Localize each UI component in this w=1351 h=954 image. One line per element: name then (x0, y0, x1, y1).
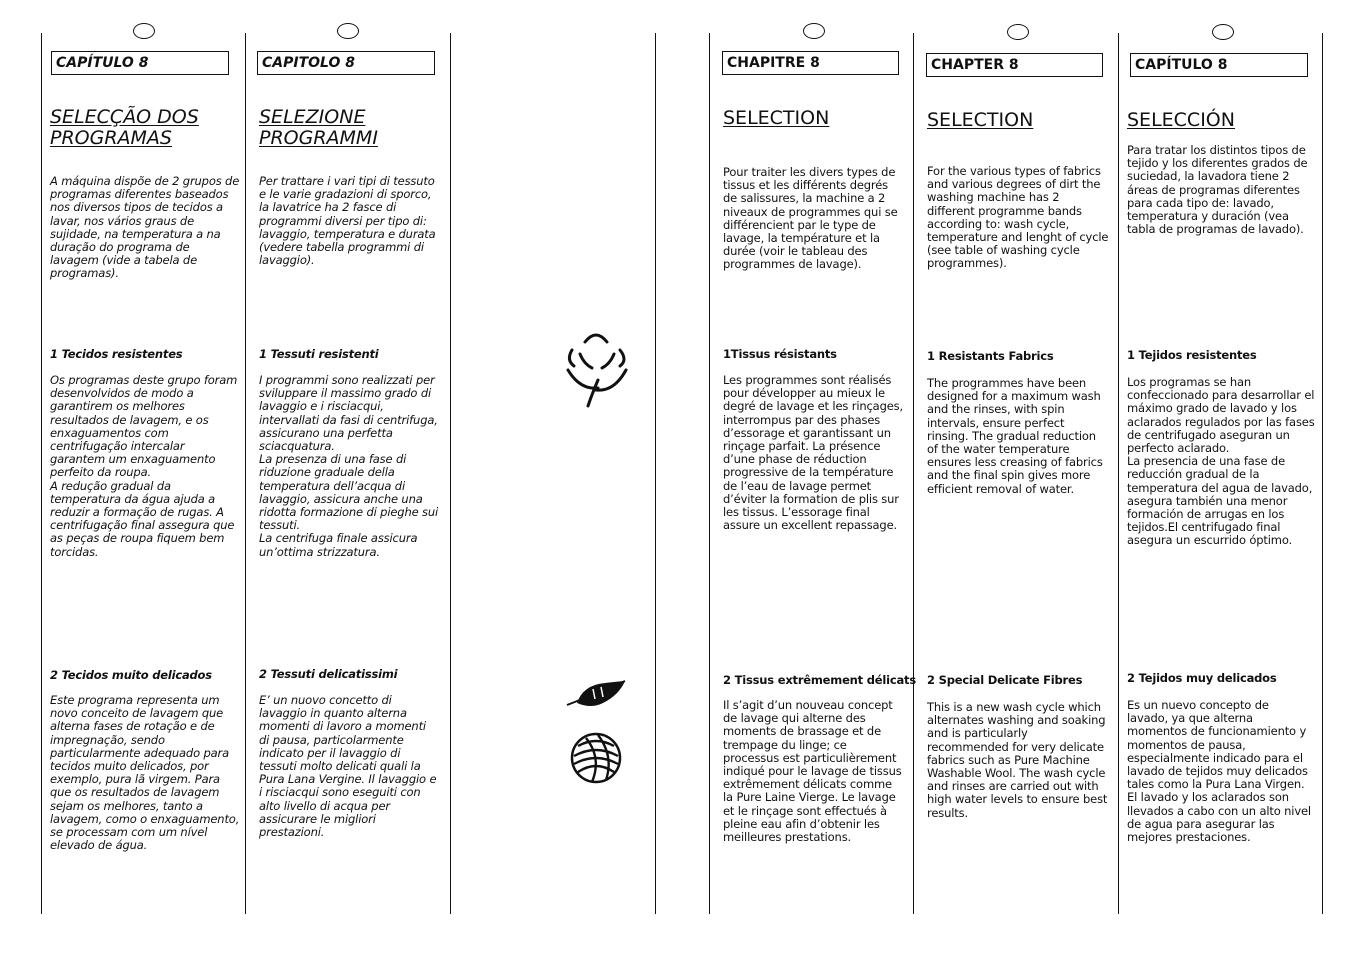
column-divider (913, 33, 914, 914)
section2-text: This is a new wash cycle which alternates washing and soaking and is particularly recommended for very delicate fabrics such as Pure Machine Washable Wool. The wash cycle and rinses are carried out with high water levels to ensure best results. (927, 700, 1108, 820)
section2-text: Este programa representa um novo conceito de lavagem que alterna fases de rotação e de impregnação, sendo particularmente adequado para tecidos muito delicados, por exemplo, pura lã virgem. Para que os resultados de lavagem sejam os melhores, tanto a lavagem, como o enxaguamento, se processam com um nível elevado de água. (50, 693, 240, 853)
section1-heading: 1 Tecidos resistentes (50, 347, 183, 361)
chapter-label: CHAPITRE 8 (722, 51, 899, 75)
section1-heading: 1Tissus résistants (723, 347, 837, 361)
language-oval (337, 23, 359, 39)
chapter-label: CHAPTER 8 (926, 53, 1103, 77)
intro-paragraph: Per trattare i vari tipi di tessuto e le varie gradazioni di sporco, la lavatrice ha 2 fasce di programmi diversi per tipo di: lavaggio, temperatura e durata (vedere tabella programmi di lavaggio). (259, 174, 436, 268)
section1-text: The programmes have been designed for a maximum wash and the rinses, with spin intervals, ensure perfect rinsing. The gradual reduction of the water temperature ensures less creasing of fabrics and the final spin gives more efficient removal of water. (927, 376, 1103, 496)
section1-text: I programmi sono realizzati per sviluppare il massimo grado di lavaggio e i risciacqui, intervallati da fasi di centrifuga, assicurano una perfetta sciacquatura. La presenza di una fase di riduzione graduale della temperatura dell’acqua di lavaggio, assicura anche una ridotta formazione di pieghe sui tessuti. La centrifuga finale assicura un’ottima strizzatura. (259, 373, 439, 559)
chapter-label: CAPITOLO 8 (257, 51, 435, 75)
section2-heading: 2 Tissus extrêmement délicats (723, 673, 916, 687)
section1-heading: 1 Tejidos resistentes (1127, 348, 1257, 362)
section-title: SELECÇÃO DOS PROGRAMAS (50, 106, 199, 149)
section2-text: Es un nuevo concepto de lavado, ya que alterna momentos de funcionamiento y momentos de pausa, especialmente indicado para el lavado de tejidos muy delicados tales como la Pura Lana Virgen. El lavado y los aclarados son llevados a cabo con un alto nivel de agua para asegurar las mejores prestaciones. (1127, 698, 1311, 845)
section-title: SELECCIÓN (1127, 109, 1235, 131)
intro-paragraph: Para tratar los distintos tipos de tejido y los diferentes grados de suciedad, la lavadora tiene 2 áreas de programas diferentes para cada tipo de: lavado, temperatura y duración (vea tabla de programas de lavado). (1127, 143, 1308, 237)
intro-paragraph: A máquina dispõe de 2 grupos de programas diferentes baseados nos diversos tipos de tecidos a lavar, nos vários graus de sujidade, na temperatura a na duração do programa de lavagem (vide a tabela de programas). (50, 174, 240, 281)
section2-text: E’ un nuovo concetto di lavaggio in quanto alterna momenti di lavoro a momenti di pausa, particolarmente indicato per il lavaggio di tessuti molto delicati quali la Pura Lana Vergine. Il lavaggio e i risciacqui sono eseguiti con alto livello di acqua per assicurare le migliori prestazioni. (259, 693, 437, 840)
section-title: SELEZIONE PROGRAMMI (259, 106, 378, 149)
language-oval (1212, 24, 1234, 40)
column-divider (709, 33, 710, 914)
section1-text: Os programas deste grupo foram desenvolvidos de modo a garantirem os melhores resultados de lavagem, e os enxaguamentos com centrifugação intercalar garantem um enxaguamento perfeito da roupa. A redução gradual da temperatura da água ajuda a reduzir a formação de rugas. A centrifugação final assegura que as peças de roupa fiquem bem torcidas. (50, 373, 238, 559)
column-divider (655, 33, 656, 914)
section2-heading: 2 Special Delicate Fibres (927, 673, 1083, 687)
column-divider (1118, 33, 1119, 914)
chapter-label: CAPÍTULO 8 (51, 51, 229, 75)
section2-heading: 2 Tecidos muito delicados (50, 668, 212, 682)
language-oval (803, 23, 825, 39)
column-divider (450, 33, 451, 914)
section1-text: Los programas se han confeccionado para desarrollar el máximo grado de lavado y los aclarados regulados por las fases de centrifugado aseguran un perfecto aclarado. La presencia de una fase de reducción gradual de la temperatura del agua de lavado, asegura también una menor formación de arrugas en los tejidos.El centrifugado final asegura un escurrido óptimo. (1127, 375, 1315, 548)
cotton-flower-icon (562, 330, 632, 412)
chapter-label: CAPÍTULO 8 (1130, 53, 1308, 77)
section1-text: Les programmes sont réalisés pour développer au mieux le degré de lavage et les rinçages, interrompus par des phases d’essorage et garantissant un rinçage parfait. La présence d’une phase de réduction progressive de la température de l’eau de lavage permet d’éviter la formation de plis sur les tissus. L’essorage final assure un excellent repassage. (723, 373, 903, 533)
section1-heading: 1 Tessuti resistenti (259, 347, 379, 361)
column-divider (245, 33, 246, 914)
section2-text: Il s’agit d’un nouveau concept de lavage qui alterne des moments de brassage et de trempage du linge; ce processus est particulièrement indiqué pour le lavage de tissus extrêmement délicats comme la Pure Laine Vierge. Le lavage et le rinçage sont effectués à pleine eau afin d’obtenir les meilleures prestations. (723, 698, 902, 845)
section-title: SELECTION (927, 109, 1034, 131)
column-divider (1322, 33, 1323, 914)
column-divider (41, 33, 42, 914)
language-oval (1007, 24, 1029, 40)
language-oval (133, 23, 155, 39)
intro-paragraph: Pour traiter les divers types de tissus et les différents degrés de salissures, la machine a 2 niveaux de programmes qui se différencient par le type de lavage, la température et la durée (voir le tableau des programmes de lavage). (723, 165, 898, 272)
section2-heading: 2 Tessuti delicatissimi (259, 667, 398, 681)
section-title: SELECTION (723, 107, 830, 129)
feather-icon (563, 677, 627, 715)
section1-heading: 1 Resistants Fabrics (927, 349, 1054, 363)
section2-heading: 2 Tejidos muy delicados (1127, 671, 1277, 685)
wool-ball-icon (568, 730, 624, 786)
intro-paragraph: For the various types of fabrics and various degrees of dirt the washing machine has 2 different programme bands according to: wash cycle, temperature and lenght of cycle (see table of washing cycle programmes). (927, 164, 1109, 271)
